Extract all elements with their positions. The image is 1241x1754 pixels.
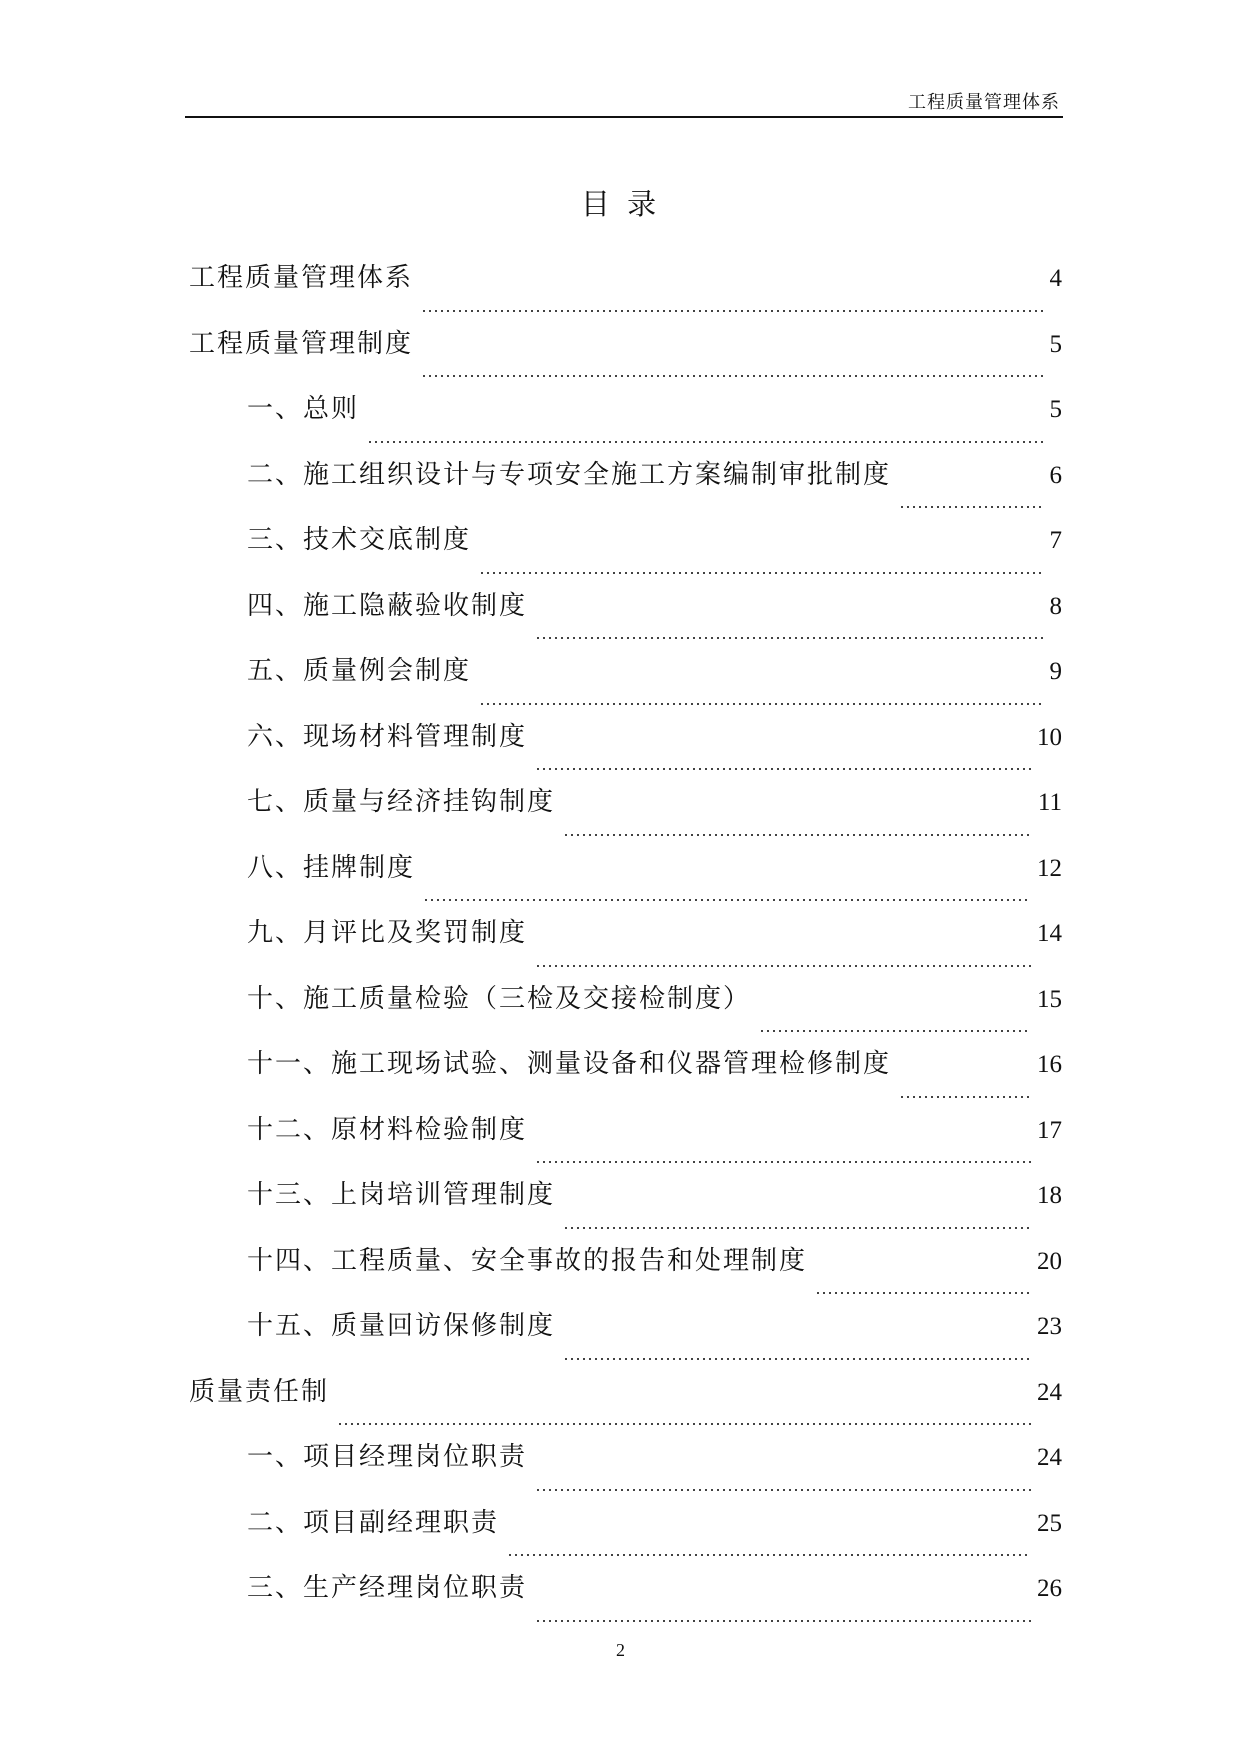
toc-entry-page: 4 [1049, 265, 1062, 292]
toc-entry-label: 一、项目经理岗位职责 [247, 1442, 528, 1472]
toc-entry[interactable] [189, 520, 1062, 586]
toc-entry-page: 16 [1037, 1051, 1062, 1078]
toc-entry-page: 11 [1037, 789, 1062, 816]
toc-dot-leader [535, 1161, 1031, 1163]
toc-dot-leader [815, 1292, 1031, 1294]
toc-entry-page: 5 [1049, 330, 1062, 358]
toc-dot-leader [367, 441, 1043, 443]
toc-entry[interactable] [189, 1044, 1062, 1110]
toc-entry-label: 工程质量管理体系 [189, 263, 414, 293]
toc-entry-label: 三、技术交底制度 [247, 525, 472, 555]
toc-dot-leader [479, 572, 1043, 574]
table-of-contents [189, 258, 1062, 1634]
toc-entry-label: 八、挂牌制度 [247, 852, 416, 883]
toc-entry-label: 十一、施工现场试验、测量设备和仪器管理检修制度 [247, 1049, 892, 1079]
toc-entry-page: 17 [1037, 1116, 1062, 1144]
toc-entry-page: 15 [1037, 985, 1062, 1013]
toc-entry[interactable] [189, 1372, 1062, 1438]
toc-entry-label: 六、现场材料管理制度 [247, 721, 528, 752]
toc-entry-page: 24 [1037, 1444, 1062, 1471]
header-rule [185, 116, 1063, 118]
toc-entry-label: 五、质量例会制度 [247, 656, 472, 686]
toc-dot-leader [421, 375, 1043, 377]
page-number: 2 [616, 1640, 625, 1660]
toc-entry[interactable] [189, 1241, 1062, 1307]
toc-dot-leader [507, 1554, 1031, 1556]
toc-entry[interactable] [189, 389, 1062, 455]
toc-entry-label: 十三、上岗培训管理制度 [247, 1180, 556, 1210]
toc-dot-leader [563, 1358, 1031, 1360]
toc-entry-page: 12 [1037, 854, 1062, 882]
toc-entry[interactable] [189, 782, 1062, 848]
toc-entry-page: 26 [1037, 1575, 1062, 1602]
toc-entry[interactable] [189, 913, 1062, 979]
toc-entry[interactable] [189, 258, 1062, 324]
toc-entry-page: 7 [1049, 527, 1062, 554]
toc-entry-label: 三、生产经理岗位职责 [247, 1573, 528, 1603]
toc-entry-label: 十五、质量回访保修制度 [247, 1311, 556, 1341]
toc-entry-page: 14 [1037, 920, 1062, 947]
toc-dot-leader [535, 965, 1031, 967]
toc-entry-label: 一、总则 [247, 394, 360, 424]
toc-entry[interactable] [189, 1110, 1062, 1176]
toc-entry-label: 二、项目副经理职责 [247, 1507, 500, 1538]
toc-entry[interactable] [189, 455, 1062, 521]
toc-entry-label: 七、质量与经济挂钩制度 [247, 787, 556, 817]
toc-entry[interactable] [189, 1175, 1062, 1241]
toc-entry[interactable] [189, 1568, 1062, 1634]
toc-entry-label: 十、施工质量检验（三检及交接检制度） [247, 983, 752, 1014]
toc-entry-page: 23 [1037, 1313, 1062, 1340]
toc-dot-leader [899, 1096, 1031, 1098]
toc-entry-label: 二、施工组织设计与专项安全施工方案编制审批制度 [247, 459, 892, 490]
toc-entry[interactable] [189, 324, 1062, 390]
toc-dot-leader [563, 834, 1032, 836]
toc-dot-leader [535, 1620, 1031, 1622]
toc-entry[interactable] [189, 717, 1062, 783]
toc-dot-leader [759, 1030, 1031, 1032]
toc-entry-page: 24 [1037, 1378, 1062, 1406]
toc-entry-page: 9 [1049, 658, 1062, 685]
toc-entry-label: 十四、工程质量、安全事故的报告和处理制度 [247, 1245, 808, 1276]
toc-entry-label: 九、月评比及奖罚制度 [247, 918, 528, 948]
toc-entry-page: 20 [1037, 1247, 1062, 1275]
toc-entry-page: 10 [1037, 723, 1062, 751]
toc-entry-label: 四、施工隐蔽验收制度 [247, 590, 528, 621]
toc-entry-page: 5 [1049, 396, 1062, 423]
toc-entry-page: 25 [1037, 1509, 1062, 1537]
toc-entry-page: 6 [1049, 461, 1062, 489]
toc-dot-leader [535, 637, 1043, 639]
toc-dot-leader [423, 899, 1031, 901]
toc-dot-leader [535, 1489, 1031, 1491]
toc-dot-leader [337, 1423, 1031, 1425]
toc-dot-leader [535, 768, 1031, 770]
toc-dot-leader [479, 703, 1043, 705]
toc-title: 目 录 [580, 187, 661, 221]
toc-entry[interactable] [189, 586, 1062, 652]
running-header: 工程质量管理体系 [908, 92, 1060, 113]
toc-entry[interactable] [189, 1503, 1062, 1569]
toc-entry-label: 质量责任制 [189, 1376, 330, 1407]
toc-dot-leader [421, 310, 1043, 312]
toc-entry[interactable] [189, 1437, 1062, 1503]
toc-entry[interactable] [189, 651, 1062, 717]
toc-entry-page: 18 [1037, 1182, 1062, 1209]
toc-dot-leader [563, 1227, 1031, 1229]
toc-entry[interactable] [189, 848, 1062, 914]
toc-dot-leader [899, 506, 1043, 508]
toc-entry-label: 工程质量管理制度 [189, 328, 414, 359]
toc-entry[interactable] [189, 1306, 1062, 1372]
toc-entry[interactable] [189, 979, 1062, 1045]
toc-entry-page: 8 [1049, 592, 1062, 620]
toc-entry-label: 十二、原材料检验制度 [247, 1114, 528, 1145]
